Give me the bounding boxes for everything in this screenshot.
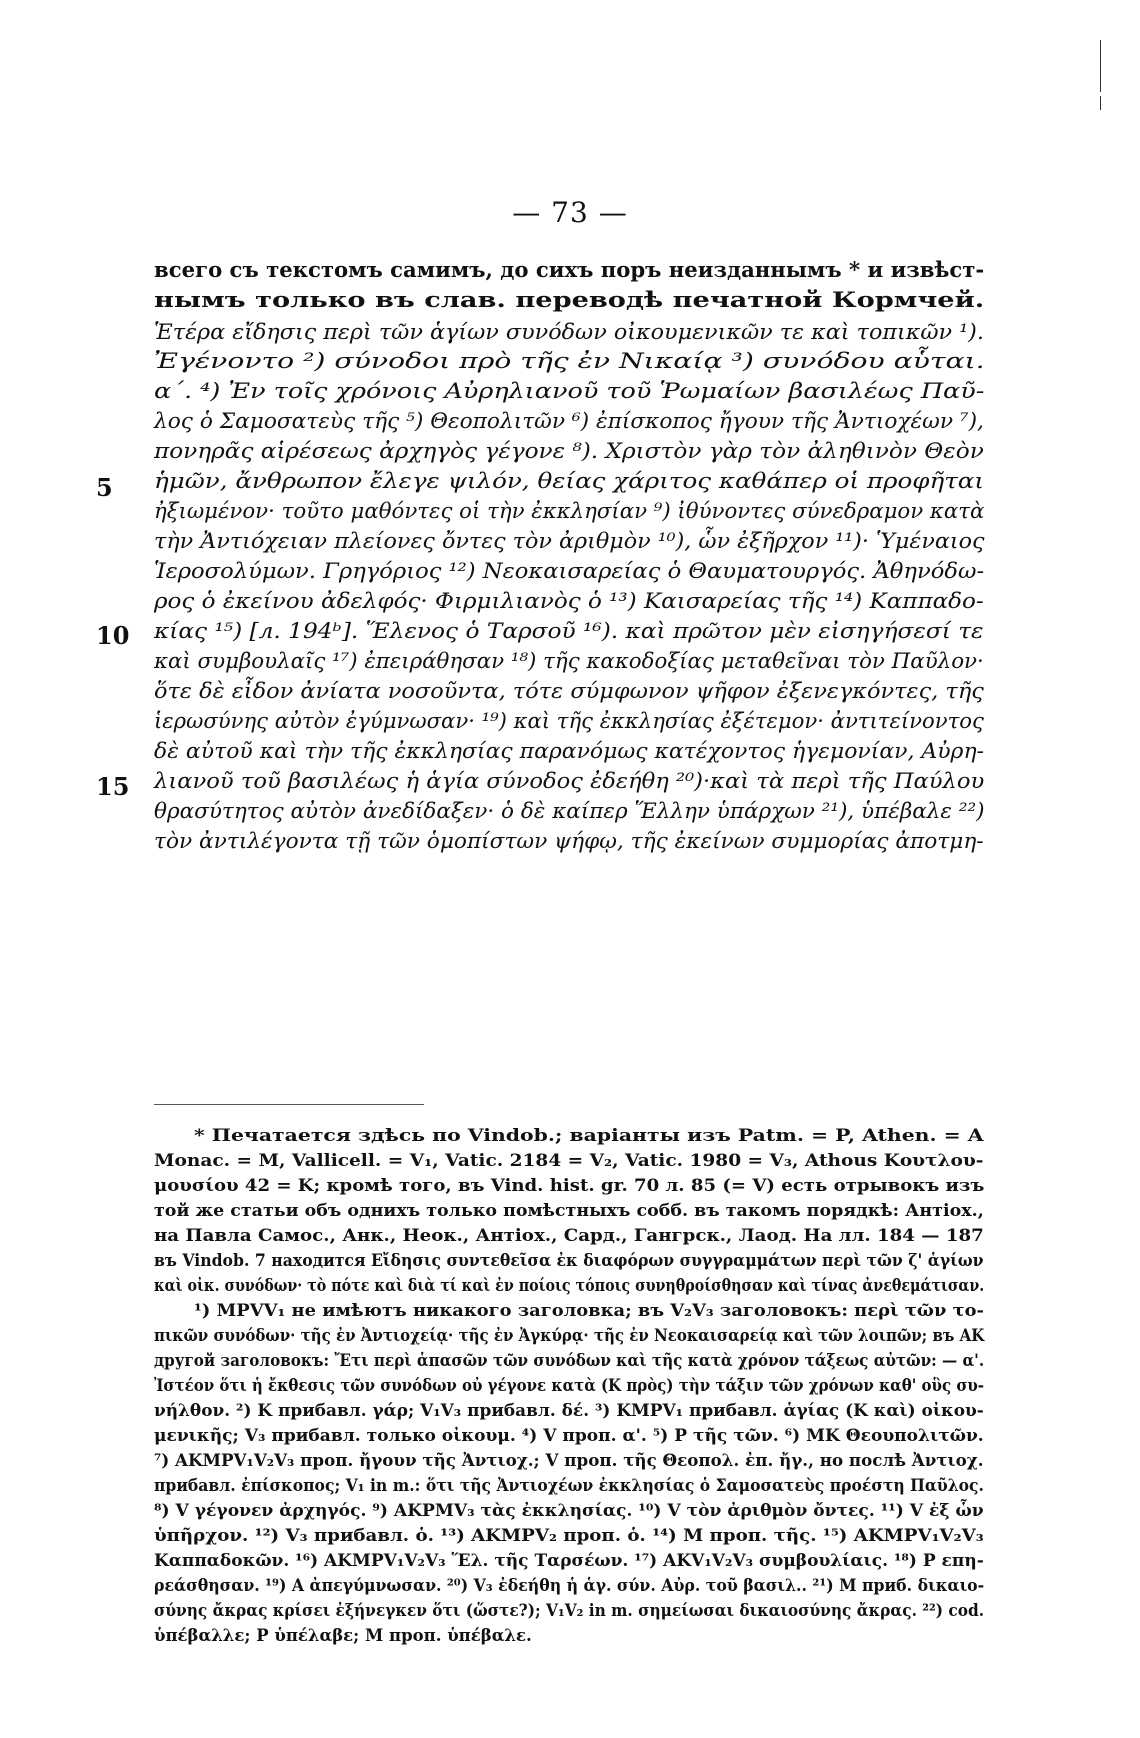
footnote-separator xyxy=(154,1104,424,1105)
footnote-line: ρεάσθησαν. ¹⁹) A ἀπεγύμνωσαν. ²⁰) V₃ ἐδεήθη ἡ ἁγ. σύν. Αὐρ. τοῦ βασιλ.. ²¹) M приб. δικαιο- xyxy=(154,1576,985,1595)
footnote-line: другой заголовокъ: Ἔτι περὶ ἁπασῶν τῶν συνόδων καὶ τῆς κατὰ χρόνον τάξεως αὐτῶν: — α'. xyxy=(154,1351,985,1370)
footnote-line: прибавл. ἐπίσκοπος; V₁ in m.: ὅτι τῆς Ἀντιοχέων ἐκκλησίας ὁ Σαμοσατεὺς προέστη Παῦλος. xyxy=(154,1476,984,1495)
footnote-line: σύνης ἄκρας κρίσει ἐξήνεγκεν ὅτι (ὥστε?); V₁V₂ in m. σημείωσαι δικαιοσύνης ἄκρας. ²²) cod. xyxy=(154,1601,985,1620)
text-line: λιανοῦ τοῦ βασιλέως ἡ ἁγία σύνοδος ἐδεήθη ²⁰)·καὶ τὰ περὶ τῆς Παύλου xyxy=(154,769,985,793)
footnote-line: καὶ οἰκ. συνόδων· τὸ πότε καὶ διὰ τί καὶ ἐν ποίοις τόποις συνηθροίσθησαν καὶ τίνας ἀνεθεμάτισαν. xyxy=(154,1276,985,1295)
text-line: ἡμῶν, ἄνθρωπον ἔλεγε ψιλόν, θείας χάριτος καθάπερ οἱ προφῆται xyxy=(154,469,985,493)
footnote-line: πικῶν συνόδων· τῆς ἐν Ἀντιοχείᾳ· τῆς ἐν Ἀγκύρᾳ· τῆς ἐν Νεοκαισαρείᾳ καὶ τῶν λοιπῶν; въ AK xyxy=(154,1326,985,1345)
footnote-line: μενικῆς; V₃ прибавл. только οἰκουμ. ⁴) V проп. α'. ⁵) P τῆς τῶν. ⁶) MK Θεουπολιτῶν. xyxy=(154,1426,984,1445)
text-line: Ἐγένοντο ²) σύνοδοι πρὸ τῆς ἐν Νικαίᾳ ³) συνόδου αὗται. xyxy=(154,349,985,373)
text-line: всего съ текстомъ самимъ, до сихъ поръ неизданнымъ * и извѣст- xyxy=(154,257,985,282)
footnote-line: μουσίου 42 = K; кромѣ того, въ Vind. hist. gr. 70 л. 85 (= V) есть отрывокъ изъ xyxy=(154,1176,985,1195)
footnote-line: Monac. = M, Vallicell. = V₁, Vatic. 2184 = V₂, Vatic. 1980 = V₃, Athous Κουτλου- xyxy=(154,1151,984,1170)
footnote-line: ⁷) AKMPV₁V₂V₃ проп. ἤγουν τῆς Ἀντιοχ.; V проп. τῆς Θεοπολ. ἐπ. ἤγ., но послѣ Ἀντιοχ. xyxy=(154,1451,984,1470)
footnote-line: νήλθον. ²) K прибавл. γάρ; V₁V₃ прибавл. δέ. ³) KMPV₁ прибавл. ἁγίας (K καὶ) οἰκου- xyxy=(154,1401,984,1420)
text-line: πονηρᾶς αἱρέσεως ἀρχηγὸς γέγονε ⁸). Χριστὸν γὰρ τὸν ἀληθινὸν Θεὸν xyxy=(154,439,984,463)
text-line: Ἑτέρα εἴδησις περὶ τῶν ἁγίων συνόδων οἰκουμενικῶν τε καὶ τοπικῶν ¹). xyxy=(154,320,984,344)
footnote-line: той же статьи объ однихъ только помѣстныхъ собб. въ такомъ порядкѣ: Антіох., xyxy=(154,1201,984,1220)
line-number-5: 5 xyxy=(96,473,113,502)
text-line: τὸν ἀντιλέγοντα τῇ τῶν ὁμοπίστων ψήφῳ, τῆς ἐκείνων συμμορίας ἀποτμη- xyxy=(154,829,984,853)
text-line: α΄. ⁴) Ἐν τοῖς χρόνοις Αὐρηλιανοῦ τοῦ Ῥωμαίων βασιλέως Παῦ- xyxy=(154,379,985,403)
footnote-line: на Павла Самос., Анк., Неок., Антіох., Сард., Гангрск., Лаод. На лл. 184 — 187 xyxy=(154,1226,984,1245)
text-line: κίας ¹⁵) [л. 194ᵇ]. Ἕλενος ὁ Ταρσοῦ ¹⁶). καὶ πρῶτον μὲν εἰσηγήσεσί τε xyxy=(154,619,984,643)
text-line: ρος ὁ ἐκείνου ἀδελφός· Φιρμιλιανὸς ὁ ¹³) Καισαρείας τῆς ¹⁴) Καππαδο- xyxy=(154,589,984,613)
right-edge-mark xyxy=(1100,40,1101,92)
text-line: τὴν Ἀντιόχειαν πλείονες ὄντες τὸν ἀριθμὸν ¹⁰), ὧν ἐξῆρχον ¹¹)· Ὑμέναιος xyxy=(154,529,985,553)
right-edge-mark-2 xyxy=(1100,96,1101,110)
footnote-line: ὑπέβαλλε; P ὑπέλαβε; M проп. ὑπέβαλε. xyxy=(154,1626,532,1645)
footnote-line: Ἰστέον ὅτι ἡ ἔκθεσις τῶν συνόδων οὐ γέγονε κατὰ (K πρὸς) τὴν τάξιν τῶν χρόνων καθ' οὓς συ- xyxy=(154,1376,985,1395)
text-line: ἱερωσύνης αὐτὸν ἐγύμνωσαν· ¹⁹) καὶ τῆς ἐκκλησίας ἐξέτεμον· ἀντιτείνοντος xyxy=(154,709,984,733)
text-line: ὅτε δὲ εἶδον ἀνίατα νοσοῦντα, τότε σύμφωνον ψῆφον ἐξενεγκόντες, τῆς xyxy=(154,679,984,703)
text-line: Ἱεροσολύμων. Γρηγόριος ¹²) Νεοκαισαρείας ὁ Θαυματουργός. Ἀθηνόδω- xyxy=(154,559,985,583)
footnote-line: Καππαδοκῶν. ¹⁶) AKMPV₁V₂V₃ Ἕλ. τῆς Ταρσέων. ¹⁷) AKV₁V₂V₃ συμβουλίαις. ¹⁸) P επη- xyxy=(154,1551,984,1570)
text-line: λος ὁ Σαμοσατεὺς τῆς ⁵) Θεοπολιτῶν ⁶) ἐπίσκοπος ἤγουν τῆς Ἀντιοχέων ⁷), xyxy=(154,409,984,433)
footnote-line: ὑπῆρχον. ¹²) V₃ прибавл. ὁ. ¹³) AKMPV₂ проп. ὁ. ¹⁴) M проп. τῆς. ¹⁵) AKMPV₁V₂V₃ xyxy=(154,1526,984,1545)
text-line: δὲ αὐτοῦ καὶ τὴν τῆς ἐκκλησίας παρανόμως κατέχοντος ἡγεμονίαν, Αὐρη- xyxy=(154,739,984,763)
footnote-line: * Печатается здѣсь по Vindob.; варіанты изъ Patm. = P, Athen. = A xyxy=(194,1126,984,1145)
line-number-15: 15 xyxy=(96,772,130,801)
footnote-line: ¹) MPVV₁ не имѣютъ никакого заголовка; въ V₂V₃ заголовокъ: περὶ τῶν το- xyxy=(194,1301,984,1320)
page-number: — 73 — xyxy=(512,196,628,229)
line-number-10: 10 xyxy=(96,621,130,650)
text-line: ἠξιωμένον· τοῦτο μαθόντες οἱ τὴν ἐκκλησίαν ⁹) ἰθύνοντες σύνεδραμον κατὰ xyxy=(154,499,985,523)
text-line: нымъ только въ слав. переводѣ печатной Кормчей. xyxy=(154,287,985,312)
text-line: θρασύτητος αὐτὸν ἀνεδίδαξεν· ὁ δὲ καίπερ Ἕλλην ὑπάρχων ²¹), ὑπέβαλε ²²) xyxy=(154,799,985,823)
footnote-line: ⁸) V γέγονεν ἀρχηγός. ⁹) AKPMV₃ τὰς ἐκκλησίας. ¹⁰) V τὸν ἀριθμὸν ὄντες. ¹¹) V ἐξ ὧν xyxy=(154,1501,984,1520)
text-line: καὶ συμβουλαῖς ¹⁷) ἐπειράθησαν ¹⁸) τῆς κακοδοξίας μεταθεῖναι τὸν Παῦλον· xyxy=(154,649,984,673)
footnote-line: въ Vindob. 7 находится Εἴδησις συντεθεῖσα ἐκ διαφόρων συγγραμμάτων περὶ τῶν ζ' ἁγίων xyxy=(154,1251,984,1270)
